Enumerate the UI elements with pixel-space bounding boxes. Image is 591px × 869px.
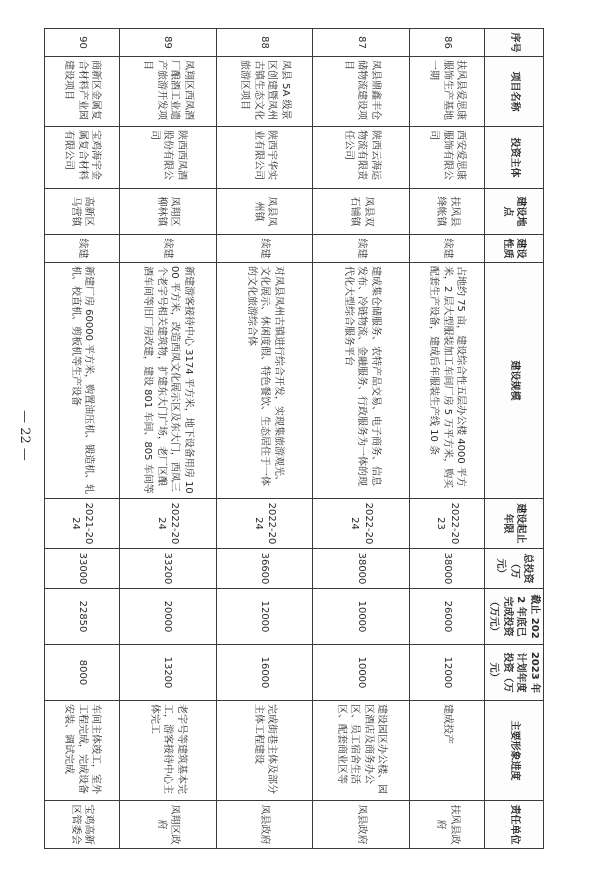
cell-plan: 8000: [45, 645, 120, 701]
table-header-row: [485, 29, 544, 849]
cell-total: 33200: [119, 549, 216, 589]
cell-period: 2021-2024: [45, 499, 120, 549]
cell-seq: 88: [216, 29, 313, 57]
header-content: 建设规模: [485, 263, 544, 499]
cell-owner: 陕西西凤酒股份有限公司: [119, 127, 216, 189]
cell-plan: 12000: [410, 645, 485, 701]
header-nature: 建设性质: [485, 235, 544, 263]
cell-unit: 凤翔区政府: [119, 801, 216, 849]
header-location: 建设地点: [485, 189, 544, 235]
cell-name: 商新区金属复合材料产业园建设项目: [45, 57, 120, 127]
cell-owner: 陕西云海运物流有限责任公司: [313, 127, 410, 189]
header-plan: 2023 年计划年度投资（万元）: [485, 645, 544, 701]
cell-seq: 87: [313, 29, 410, 57]
page-number: [14, 400, 34, 470]
cell-content: 占地约 75 亩，建设综合性五层办公楼 4000 平方米，2 层大型服装加工车间厂房 5 万平方米，购买配套生产设备，建成后年服装生产线 10 条: [410, 263, 485, 499]
table-row: [45, 29, 120, 849]
cell-location: 凤翔区柳林镇: [119, 189, 216, 235]
cell-owner: 宝鸡海宇金属复合材料有限公司: [45, 127, 120, 189]
cell-location: 扶风县绛帐镇: [410, 189, 485, 235]
header-name: 项目名称: [485, 57, 544, 127]
cell-name: 扶风县爱思康服饰生产基地一期: [410, 57, 485, 127]
table-row: [410, 29, 485, 849]
cell-name: 凤翔区西凤酒厂酿酒工业遗产旅游开发项目: [119, 57, 216, 127]
cell-done: 10000: [313, 589, 410, 645]
header-seq: 序号: [485, 29, 544, 57]
page-number-text: — 22 —: [16, 409, 32, 461]
cell-name: 凤县鼎鑫丰仓储物流建设项目: [313, 57, 410, 127]
cell-period: 2022-2024: [119, 499, 216, 549]
cell-period: 2022-2024: [313, 499, 410, 549]
cell-seq: 90: [45, 29, 120, 57]
header-done: 截止 2022 年底已完成投资（万元）: [485, 589, 544, 645]
cell-progress: 建成投产: [410, 701, 485, 801]
cell-content: 新建厂房 60000 平方米，购置油压机、锻造机、轧机、校直机、剪板机等生产设备: [45, 263, 120, 499]
cell-location: 凤县双石铺镇: [313, 189, 410, 235]
cell-location: 高新区马营镇: [45, 189, 120, 235]
cell-owner: 陕西宇华实业有限公司: [216, 127, 313, 189]
cell-nature: 续建: [410, 235, 485, 263]
cell-total: 38000: [313, 549, 410, 589]
header-progress: 主要形象进度: [485, 701, 544, 801]
project-table: [44, 28, 544, 849]
cell-progress: 老字号等建筑基本完工，游客接待中心主体完工: [119, 701, 216, 801]
cell-total: 33000: [45, 549, 120, 589]
cell-total: 36600: [216, 549, 313, 589]
cell-unit: 宝鸡高新区管委会: [45, 801, 120, 849]
cell-content: 对凤县凤州古镇进行综合开发，实现集旅游观光、文化展示、休闲度假、特色餐饮、生态居住于一体的文化旅游综合体: [216, 263, 313, 499]
header-period: 建设起止年限: [485, 499, 544, 549]
cell-owner: 西安爱思康服饰有限公司: [410, 127, 485, 189]
cell-done: 22850: [45, 589, 120, 645]
table-row: [119, 29, 216, 849]
cell-done: 20000: [119, 589, 216, 645]
cell-done: 12000: [216, 589, 313, 645]
cell-period: 2022-2024: [216, 499, 313, 549]
cell-content: 新建游客接待中心 3174 平方米，地下设备用房 1000 平方米，改造西凤文化展示区及东大门，西凤三个老字号相关建筑物，扩建东大门广场，老厂区酿酒车间等旧厂房改建，建设 801 车间、805 车间等: [119, 263, 216, 499]
header-owner: 投资主体: [485, 127, 544, 189]
table-row: [313, 29, 410, 849]
cell-unit: 扶风县政府: [410, 801, 485, 849]
cell-plan: 10000: [313, 645, 410, 701]
rotated-table-area: [44, 28, 544, 848]
cell-period: 2022-2023: [410, 499, 485, 549]
table-row: [216, 29, 313, 849]
cell-seq: 89: [119, 29, 216, 57]
cell-plan: 13200: [119, 645, 216, 701]
cell-progress: 建设园区办公楼、园区酒店及商务办公区、员工宿舍生活区、配套商业区等: [313, 701, 410, 801]
cell-content: 建成集仓储服务、农特产品交易、电子商务、信息发布、冷链物流、金融服务、行政服务为一体的现代化大型综合服务平台: [313, 263, 410, 499]
cell-done: 26000: [410, 589, 485, 645]
cell-nature: 续建: [313, 235, 410, 263]
cell-name: 凤县 5A 级景区创建暨凤州古镇生态文化旅游区项目: [216, 57, 313, 127]
header-total: 总投资（万元）: [485, 549, 544, 589]
cell-nature: 续建: [45, 235, 120, 263]
cell-nature: 续建: [216, 235, 313, 263]
cell-seq: 86: [410, 29, 485, 57]
cell-plan: 16000: [216, 645, 313, 701]
cell-nature: 续建: [119, 235, 216, 263]
header-unit: 责任单位: [485, 801, 544, 849]
cell-unit: 凤县政府: [313, 801, 410, 849]
cell-unit: 凤县政府: [216, 801, 313, 849]
cell-location: 凤县凤州镇: [216, 189, 313, 235]
cell-total: 38000: [410, 549, 485, 589]
cell-progress: 车间主体竣工，室外工程完成，完成设备安装、调试完成: [45, 701, 120, 801]
cell-progress: 完成街巷主体及部分主体工程建设: [216, 701, 313, 801]
